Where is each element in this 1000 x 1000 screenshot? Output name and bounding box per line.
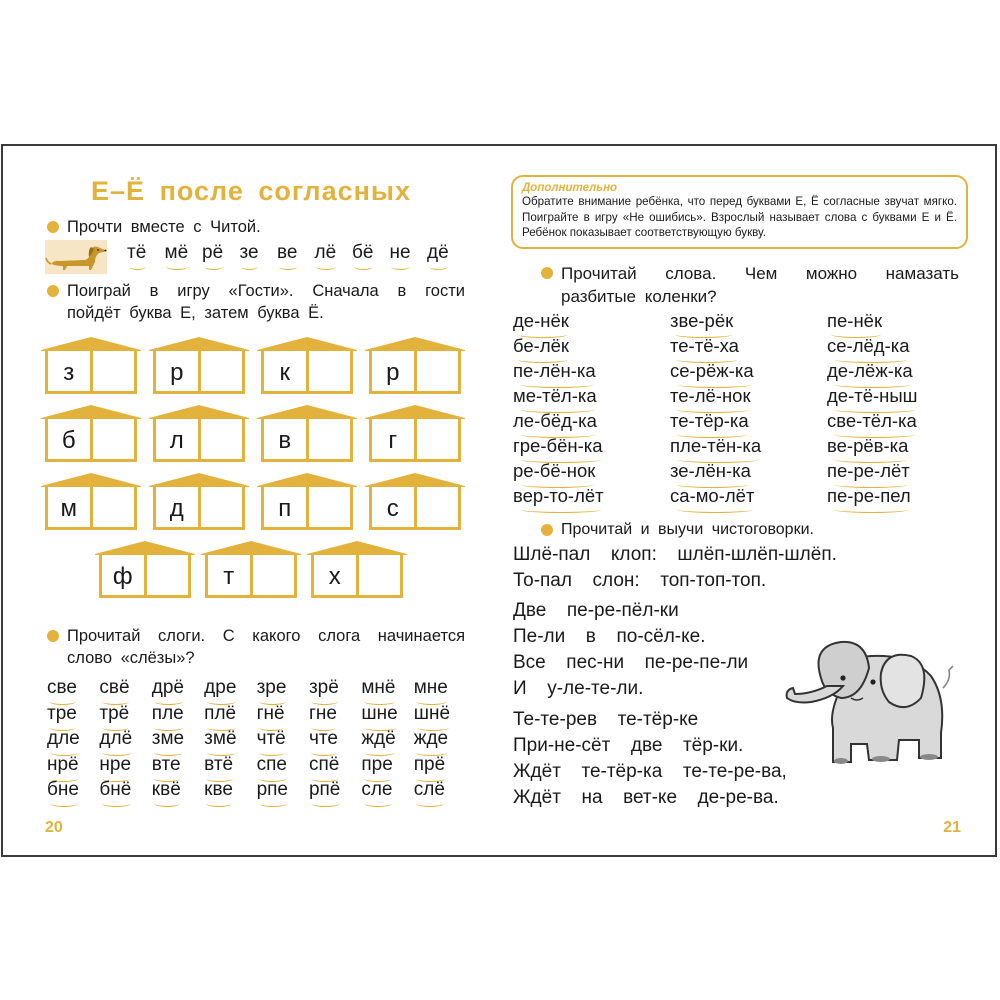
syllable-cell — [257, 728, 309, 754]
syllable: те-тё-ха — [670, 335, 739, 356]
book-spread — [1, 144, 997, 857]
letter-house — [365, 337, 465, 397]
word-cell — [827, 335, 967, 360]
syllable-cell — [99, 754, 151, 780]
roof-icon — [41, 337, 141, 351]
poem-line: Все пес-ни пе-ре-пе-ли — [513, 652, 749, 673]
syllable-cell — [414, 703, 466, 729]
syllable-cell — [361, 779, 413, 805]
syllable: спё — [308, 753, 340, 775]
empty-vowel-cell[interactable] — [417, 486, 459, 527]
syllable: чте — [308, 728, 338, 749]
syllable: бё — [352, 242, 374, 263]
syllable-item — [390, 242, 428, 264]
syllable: зе-лён-ка — [670, 460, 751, 481]
syllable: те-лё-нок — [670, 385, 751, 406]
word-cell — [670, 310, 827, 335]
word-row — [513, 485, 973, 510]
consonant-cell: в — [264, 418, 309, 459]
syllable-cell — [309, 677, 361, 703]
syllable-cell — [309, 703, 361, 729]
consonant-cell: р — [372, 350, 417, 391]
house-walls — [369, 418, 461, 462]
syllable: слё — [413, 779, 445, 800]
note-title: Дополнительно — [522, 182, 618, 194]
word-row — [513, 335, 973, 360]
syllable-cell — [309, 728, 361, 754]
syllable-row — [47, 703, 467, 729]
syllable: чтё — [256, 728, 286, 749]
syllable: дре — [204, 677, 237, 698]
house-walls — [205, 554, 297, 598]
word-cell — [513, 410, 670, 435]
page-number: 20 — [45, 819, 63, 836]
syllable: тре — [47, 702, 77, 724]
letter-house — [41, 337, 141, 397]
syllable-item — [427, 242, 465, 264]
house-walls — [153, 350, 245, 394]
syllable: шне — [361, 702, 398, 724]
syllable: де-нёк — [513, 310, 569, 331]
syllable: тё — [127, 242, 147, 263]
roof-icon — [365, 405, 465, 419]
empty-vowel-cell[interactable] — [417, 350, 459, 391]
syllable: нрё — [47, 753, 79, 775]
poem-line: Две пе-ре-пёл-ки — [513, 600, 679, 621]
syllable: ле-бёд-ка — [513, 410, 597, 431]
task-guests-game — [67, 280, 465, 324]
house-walls — [45, 486, 137, 530]
syllable-cell — [361, 728, 413, 754]
syllable: пе-лён-ка — [513, 360, 596, 381]
syllable-cell — [361, 703, 413, 729]
syllable: зрё — [308, 677, 339, 698]
house-row — [41, 337, 471, 397]
house-walls — [153, 418, 245, 462]
syllable-row — [47, 779, 467, 805]
roof-icon — [41, 405, 141, 419]
syllable: ре-бё-нок — [513, 460, 596, 481]
elephant-icon — [781, 628, 956, 766]
empty-vowel-cell[interactable] — [201, 418, 243, 459]
roof-icon — [257, 405, 357, 419]
word-row — [513, 435, 973, 460]
syllable-cell — [152, 677, 204, 703]
syllable: вер-то-лёт — [513, 485, 604, 506]
consonant-cell: д — [156, 486, 201, 527]
empty-vowel-cell[interactable] — [309, 418, 351, 459]
poem-line: При-не-сёт две тёр-ки. — [513, 735, 744, 756]
roof-icon — [307, 541, 407, 555]
syllable: пле — [151, 702, 184, 724]
syllable: шнё — [413, 702, 451, 724]
house-walls — [369, 350, 461, 394]
syllable: дрё — [151, 677, 185, 698]
syllable-item — [240, 242, 278, 264]
syllable-cell — [47, 779, 99, 805]
syllable-row — [47, 728, 467, 754]
syllable: пре — [361, 753, 393, 775]
word-row — [513, 460, 973, 485]
syllable: те-тёр-ка — [670, 410, 749, 431]
task-text: Прочитай слоги. С какого слога начинается слово «слёзы»? — [67, 627, 465, 667]
syllable: спе — [256, 753, 287, 775]
syllable-cell — [204, 728, 256, 754]
poem-line: И у-ле-те-ли. — [513, 678, 644, 699]
syllable: мё — [164, 242, 189, 263]
empty-vowel-cell[interactable] — [147, 554, 189, 595]
house-walls — [261, 350, 353, 394]
syllable-cell — [257, 779, 309, 805]
letter-house — [201, 541, 301, 601]
empty-vowel-cell[interactable] — [253, 554, 295, 595]
syllable-item — [277, 242, 315, 264]
word-cell — [670, 410, 827, 435]
consonant-cell: р — [156, 350, 201, 391]
poem-line: Ждёт те-тёр-ка те-те-ре-ва, — [513, 761, 787, 782]
task-text: Прочитай и выучи чистоговорки. — [561, 521, 814, 538]
house-walls — [261, 486, 353, 530]
poem-line: То-пал слон: топ-топ-топ. — [513, 570, 767, 591]
syllable: зре — [256, 677, 287, 698]
note-box — [511, 175, 968, 249]
syllable-cell — [361, 677, 413, 703]
stanza-2 — [513, 598, 748, 702]
letter-house — [41, 473, 141, 533]
empty-vowel-cell[interactable] — [93, 486, 135, 527]
empty-vowel-cell[interactable] — [417, 418, 459, 459]
house-walls — [45, 350, 137, 394]
task-text: Поиграй в игру «Гости». Сначала в гости пойдёт буква Е, затем буква Ё. — [67, 282, 465, 322]
syllable: жде — [413, 728, 449, 749]
letter-house — [149, 405, 249, 465]
consonant-cell: т — [208, 554, 253, 595]
note-text: Обратите внимание ребёнка, что перед буквами Е, Ё согласные звучат мягко. Поиграйте в игру «Не ошибись». Взрослый называет слова с буквами Е и Ё. Ребёнок показывает соответствующую букву. — [522, 195, 957, 239]
house-walls — [369, 486, 461, 530]
bullet-icon — [541, 267, 553, 279]
empty-vowel-cell[interactable] — [201, 350, 243, 391]
consonant-cell: л — [156, 418, 201, 459]
syllable: не — [389, 242, 411, 263]
syllable: гре-бён-ка — [513, 435, 603, 456]
task-tongue-twisters — [561, 519, 959, 541]
syllable-cell — [309, 754, 361, 780]
page-number: 21 — [943, 819, 961, 836]
task-read-words — [561, 262, 959, 308]
syllable: пе-ре-лёт — [827, 460, 910, 481]
roof-icon — [149, 337, 249, 351]
syllable-item — [202, 242, 240, 264]
word-cell — [670, 485, 827, 510]
consonant-cell: з — [48, 350, 93, 391]
words-table — [513, 310, 973, 510]
syllable-cell — [152, 703, 204, 729]
roof-icon — [365, 337, 465, 351]
word-cell — [513, 310, 670, 335]
syllable-cell — [152, 779, 204, 805]
syllable: све-тёл-ка — [827, 410, 917, 431]
syllable: змё — [204, 728, 237, 749]
syllable-strip — [127, 242, 465, 264]
consonant-cell: м — [48, 486, 93, 527]
syllable: ме-тёл-ка — [513, 385, 597, 406]
empty-vowel-cell[interactable] — [309, 486, 351, 527]
syllable-cell — [204, 703, 256, 729]
bullet-icon — [47, 630, 59, 642]
stanza-3 — [513, 707, 787, 811]
syllable: рё — [202, 242, 224, 263]
syllable: сле — [361, 779, 393, 800]
poem-line: Те-те-рев те-тёр-ке — [513, 709, 699, 730]
roof-icon — [365, 473, 465, 487]
syllable: квё — [151, 779, 181, 800]
syllable-cell — [257, 703, 309, 729]
word-cell — [513, 385, 670, 410]
word-cell — [827, 460, 967, 485]
house-walls — [99, 554, 191, 598]
bullet-icon — [541, 524, 553, 536]
syllable-cell — [204, 779, 256, 805]
word-cell — [670, 435, 827, 460]
syllable: дле — [47, 728, 80, 749]
syllable-row — [47, 677, 467, 703]
empty-vowel-cell[interactable] — [93, 350, 135, 391]
consonant-cell: п — [264, 486, 309, 527]
letter-house — [365, 473, 465, 533]
syllable-cell — [47, 677, 99, 703]
syllable: ждё — [361, 728, 396, 749]
house-walls — [311, 554, 403, 598]
roof-icon — [41, 473, 141, 487]
word-row — [513, 360, 973, 385]
word-cell — [513, 335, 670, 360]
syllable: бне — [47, 779, 79, 800]
syllable: гнё — [256, 702, 285, 724]
syllable: трё — [99, 702, 130, 724]
syllable-cell — [152, 728, 204, 754]
empty-vowel-cell[interactable] — [359, 554, 401, 595]
syllable-cell — [47, 703, 99, 729]
letter-house — [307, 541, 407, 601]
syllable: нре — [99, 753, 132, 775]
syllable-cell — [309, 779, 361, 805]
roof-icon — [257, 337, 357, 351]
syllable: се-рёж-ка — [670, 360, 754, 381]
syllable-cell — [47, 728, 99, 754]
syllable: прё — [413, 753, 446, 775]
syllable: мне — [413, 677, 448, 698]
task-read-with-chita — [67, 216, 467, 238]
syllable-grid — [47, 677, 467, 805]
syllable-item — [315, 242, 353, 264]
syllable: кве — [204, 779, 233, 800]
roof-icon — [149, 405, 249, 419]
syllable-cell — [414, 677, 466, 703]
poem-line: Ждёт на вет-ке де-ре-ва. — [513, 787, 779, 808]
word-cell — [827, 485, 967, 510]
word-cell — [827, 410, 967, 435]
syllable-cell — [152, 754, 204, 780]
word-row — [513, 385, 973, 410]
syllable: зе — [239, 242, 259, 263]
syllable: свё — [99, 677, 130, 698]
poem-line: Шлё-пал клоп: шлёп-шлёп-шлёп. — [513, 544, 837, 565]
syllable-cell — [204, 754, 256, 780]
syllable-cell — [257, 754, 309, 780]
dog-illustration — [45, 240, 107, 274]
word-cell — [827, 385, 967, 410]
elephant-illustration — [781, 628, 956, 766]
syllable-item — [127, 242, 165, 264]
letter-house — [149, 337, 249, 397]
syllable: са-мо-лёт — [670, 485, 755, 506]
left-page — [3, 146, 499, 855]
word-cell — [513, 435, 670, 460]
word-cell — [827, 360, 967, 385]
word-cell — [670, 335, 827, 360]
syllable-row — [47, 754, 467, 780]
syllable-cell — [414, 779, 466, 805]
syllable: зме — [151, 728, 185, 749]
syllable: мнё — [361, 677, 396, 698]
consonant-cell: г — [372, 418, 417, 459]
syllable-cell — [204, 677, 256, 703]
syllable-cell — [99, 677, 151, 703]
word-cell — [670, 385, 827, 410]
word-cell — [513, 485, 670, 510]
syllable-cell — [47, 754, 99, 780]
syllable-item — [352, 242, 390, 264]
letter-house — [365, 405, 465, 465]
empty-vowel-cell[interactable] — [309, 350, 351, 391]
syllable: ве — [277, 242, 298, 263]
syllable-cell — [414, 728, 466, 754]
syllable-item — [165, 242, 203, 264]
syllable: де-тё-ныш — [827, 385, 918, 406]
syllable: лё — [314, 242, 337, 263]
word-row — [513, 310, 973, 335]
dachshund-icon — [45, 240, 107, 274]
house-row — [41, 473, 471, 533]
bullet-icon — [47, 221, 59, 233]
page-title: Е–Ё после согласных — [90, 176, 411, 206]
word-row — [513, 410, 973, 435]
syllable: зве-рёк — [670, 310, 734, 331]
consonant-cell: б — [48, 418, 93, 459]
empty-vowel-cell[interactable] — [93, 418, 135, 459]
syllable: гне — [308, 702, 337, 724]
syllable: пе-ре-пел — [827, 485, 911, 506]
syllable: рпё — [308, 779, 341, 800]
word-cell — [670, 460, 827, 485]
syllable-cell — [361, 754, 413, 780]
syllable: бнё — [99, 779, 132, 800]
right-page — [501, 146, 997, 855]
syllable-cell — [414, 754, 466, 780]
letter-house — [257, 337, 357, 397]
letter-house — [257, 405, 357, 465]
word-cell — [670, 360, 827, 385]
letter-house — [257, 473, 357, 533]
house-walls — [45, 418, 137, 462]
syllable: рпе — [256, 779, 288, 800]
syllable-cell — [257, 677, 309, 703]
poem-line: Пе-ли в по-сёл-ке. — [513, 626, 706, 647]
consonant-cell: ф — [102, 554, 147, 595]
task-read-syllables — [67, 625, 465, 669]
syllable: втё — [204, 753, 234, 775]
syllable: де-лёж-ка — [827, 360, 913, 381]
syllable: пе-нёк — [827, 310, 883, 331]
syllable-cell — [99, 728, 151, 754]
consonant-cell: с — [372, 486, 417, 527]
roof-icon — [257, 473, 357, 487]
stanza-1 — [513, 542, 837, 594]
word-cell — [827, 435, 967, 460]
roof-icon — [149, 473, 249, 487]
letter-house — [95, 541, 195, 601]
syllable: све — [47, 677, 77, 698]
consonant-cell: к — [264, 350, 309, 391]
bullet-icon — [47, 285, 59, 297]
house-row — [41, 541, 471, 601]
word-cell — [513, 360, 670, 385]
roof-icon — [95, 541, 195, 555]
syllable: дё — [427, 242, 449, 263]
task-text: Прочти вместе с Читой. — [67, 218, 261, 236]
syllable: вте — [151, 753, 181, 775]
syllable: плё — [204, 702, 237, 724]
letter-house — [41, 405, 141, 465]
syllable: длё — [99, 728, 133, 749]
syllable: бе-лёк — [513, 335, 570, 356]
syllable-cell — [99, 703, 151, 729]
word-cell — [827, 310, 967, 335]
roof-icon — [201, 541, 301, 555]
syllable: се-лёд-ка — [827, 335, 910, 356]
syllable: ве-рёв-ка — [827, 435, 909, 456]
consonant-cell: х — [314, 554, 359, 595]
task-text: Прочитай слова. Чем можно намазать разбитые коленки? — [561, 264, 959, 306]
syllable-cell — [99, 779, 151, 805]
house-walls — [153, 486, 245, 530]
empty-vowel-cell[interactable] — [201, 486, 243, 527]
word-cell — [513, 460, 670, 485]
house-walls — [261, 418, 353, 462]
letter-house — [149, 473, 249, 533]
syllable: пле-тён-ка — [670, 435, 762, 456]
house-row — [41, 405, 471, 465]
